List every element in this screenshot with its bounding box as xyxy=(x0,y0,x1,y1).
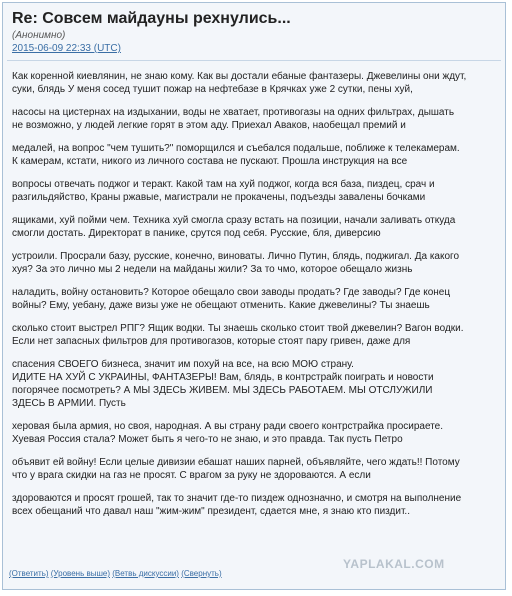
comment-paragraph xyxy=(12,492,496,518)
parent-level-link[interactable]: (Уровень выше) xyxy=(50,569,110,578)
comment-line: погорячее посмотреть? А МЫ ЗДЕСЬ ЖИВЕМ. МЫ ЗДЕСЬ РАБОТАЕМ. МЫ ОТСЛУЖИЛИ xyxy=(12,385,433,396)
comment-paragraph xyxy=(12,214,496,240)
comment-line: ящиками, хуй пойми чем. Техника хуй смогла сразу встать на позиции, начали заливать откуда xyxy=(12,215,456,226)
comment-line: устроили. Просрали базу, русские, конечно, виноваты. Лично Путин, блядь, поджигал. Да какого xyxy=(12,251,460,262)
comment-body xyxy=(3,61,505,518)
comment-line: не возможно, у людей легкие горят в этом аду. Приехал Аваков, наобещал премий и xyxy=(12,120,406,131)
comment-paragraph xyxy=(12,420,496,446)
comment-line: что у врага скидки на газ не просят. С врагом за руку не здороваются. А если xyxy=(12,470,371,481)
reply-link[interactable]: (Ответить) xyxy=(9,569,49,578)
comment-line: Если нет запасных фильтров для противогазов, которые стоят пару гривен, даже для xyxy=(12,336,411,347)
comment-line: медалей, на вопрос "чем тушить?" поморщился и съебался подальше, поближе к телекамерам. xyxy=(12,143,460,154)
comment-actions xyxy=(9,569,222,578)
comment-line: смогли достать. Директорат в панике, срутся под себя. Русские, бля, диверсию xyxy=(12,228,381,239)
comment-paragraph xyxy=(12,70,496,96)
comment-line: войны? Ему, уебану, даже визы уже не обещают отменить. Какие джевелины? Ты знаешь xyxy=(12,300,430,311)
comment-header xyxy=(3,3,505,54)
comment-line: сколько стоит выстрел РПГ? Ящик водки. Ты знаешь сколько стоит твой джевелин? Вагон водки. xyxy=(12,323,464,334)
site-watermark: YAPLAKAL.COM xyxy=(343,557,445,571)
comment-line: здороваются и просят грошей, так то значит где-то пиздеж однозначно, и смотря на выполнение xyxy=(12,493,462,504)
comment-line: ЗДЕСЬ В АРМИИ. Пусть xyxy=(12,398,126,409)
comment-line: спасения СВОЕГО бизнеса, значит им похуй на все, на всю МОЮ страну. xyxy=(12,359,354,370)
thread-link[interactable]: (Ветвь дискуссии) xyxy=(112,569,179,578)
comment-line: К камерам, кстати, никого из личного состава не пускают. Прошла инструкция на все xyxy=(12,156,408,167)
comment-line: Хуевая Россия стала? Может быть я чего-то не знаю, и это правда. Так пусть Петро xyxy=(12,434,403,445)
comment-line: суки, блядь У меня сосед тушит пожар на нефтебазе в Крячках уже 2 сутки, пены хуй, xyxy=(12,84,413,95)
comment-paragraph xyxy=(12,142,496,168)
comment-line: насосы на цистернах на издыхании, воды не хватает, противогазы на одних фильтрах, дышать xyxy=(12,107,455,118)
comment-paragraph xyxy=(12,456,496,482)
comment-paragraph xyxy=(12,106,496,132)
comment-line: ИДИТЕ НА ХУЙ С УКРАИНЫ, ФАНТАЗЕРЫ! Вам, блядь, в контрстрайк поиграть и новости xyxy=(12,372,434,383)
comment-line: всех обещаний что давал наш "жим-жим" президент, сдается мне, я знаю кто пиздит.. xyxy=(12,506,410,517)
post-author: (Анонимно) xyxy=(12,30,66,41)
comment-card xyxy=(2,2,506,590)
comment-paragraph xyxy=(12,322,496,348)
post-title: Re: Совсем майдауны рехнулись... xyxy=(12,10,291,27)
comment-line: Как коренной киевлянин, не знаю кому. Как вы достали ебаные фантазеры. Джевелины они ждут, xyxy=(12,71,467,82)
post-date-link[interactable]: 2015-06-09 22:33 (UTC) xyxy=(12,43,121,54)
comment-line: наладить, войну остановить? Которое обещало свои заводы продать? Где заводы? Где конец xyxy=(12,287,451,298)
comment-paragraph xyxy=(12,178,496,204)
collapse-link[interactable]: (Свернуть) xyxy=(181,569,222,578)
comment-line: вопросы отвечать поджог и теракт. Какой там на хуй поджог, когда вся база, пиздец, срач и xyxy=(12,179,435,190)
comment-paragraph xyxy=(12,286,496,312)
comment-line: разгильдяйство, Краны ржавые, магистрали не прокачены, подъезды завалены бочками xyxy=(12,192,426,203)
comment-line: объявит ей войну! Если целые дивизии ебашат наших парней, объявляйте, чего ждать!! Потому xyxy=(12,457,460,468)
comment-line: хуя? За это лично мы 2 недели на майданы жили? За то чмо, которое обещало жизнь xyxy=(12,264,413,275)
comment-paragraph xyxy=(12,358,496,410)
comment-paragraph xyxy=(12,250,496,276)
comment-line: херовая была армия, но своя, народная. А вы страну ради своего контрстрайка просираете. xyxy=(12,421,444,432)
